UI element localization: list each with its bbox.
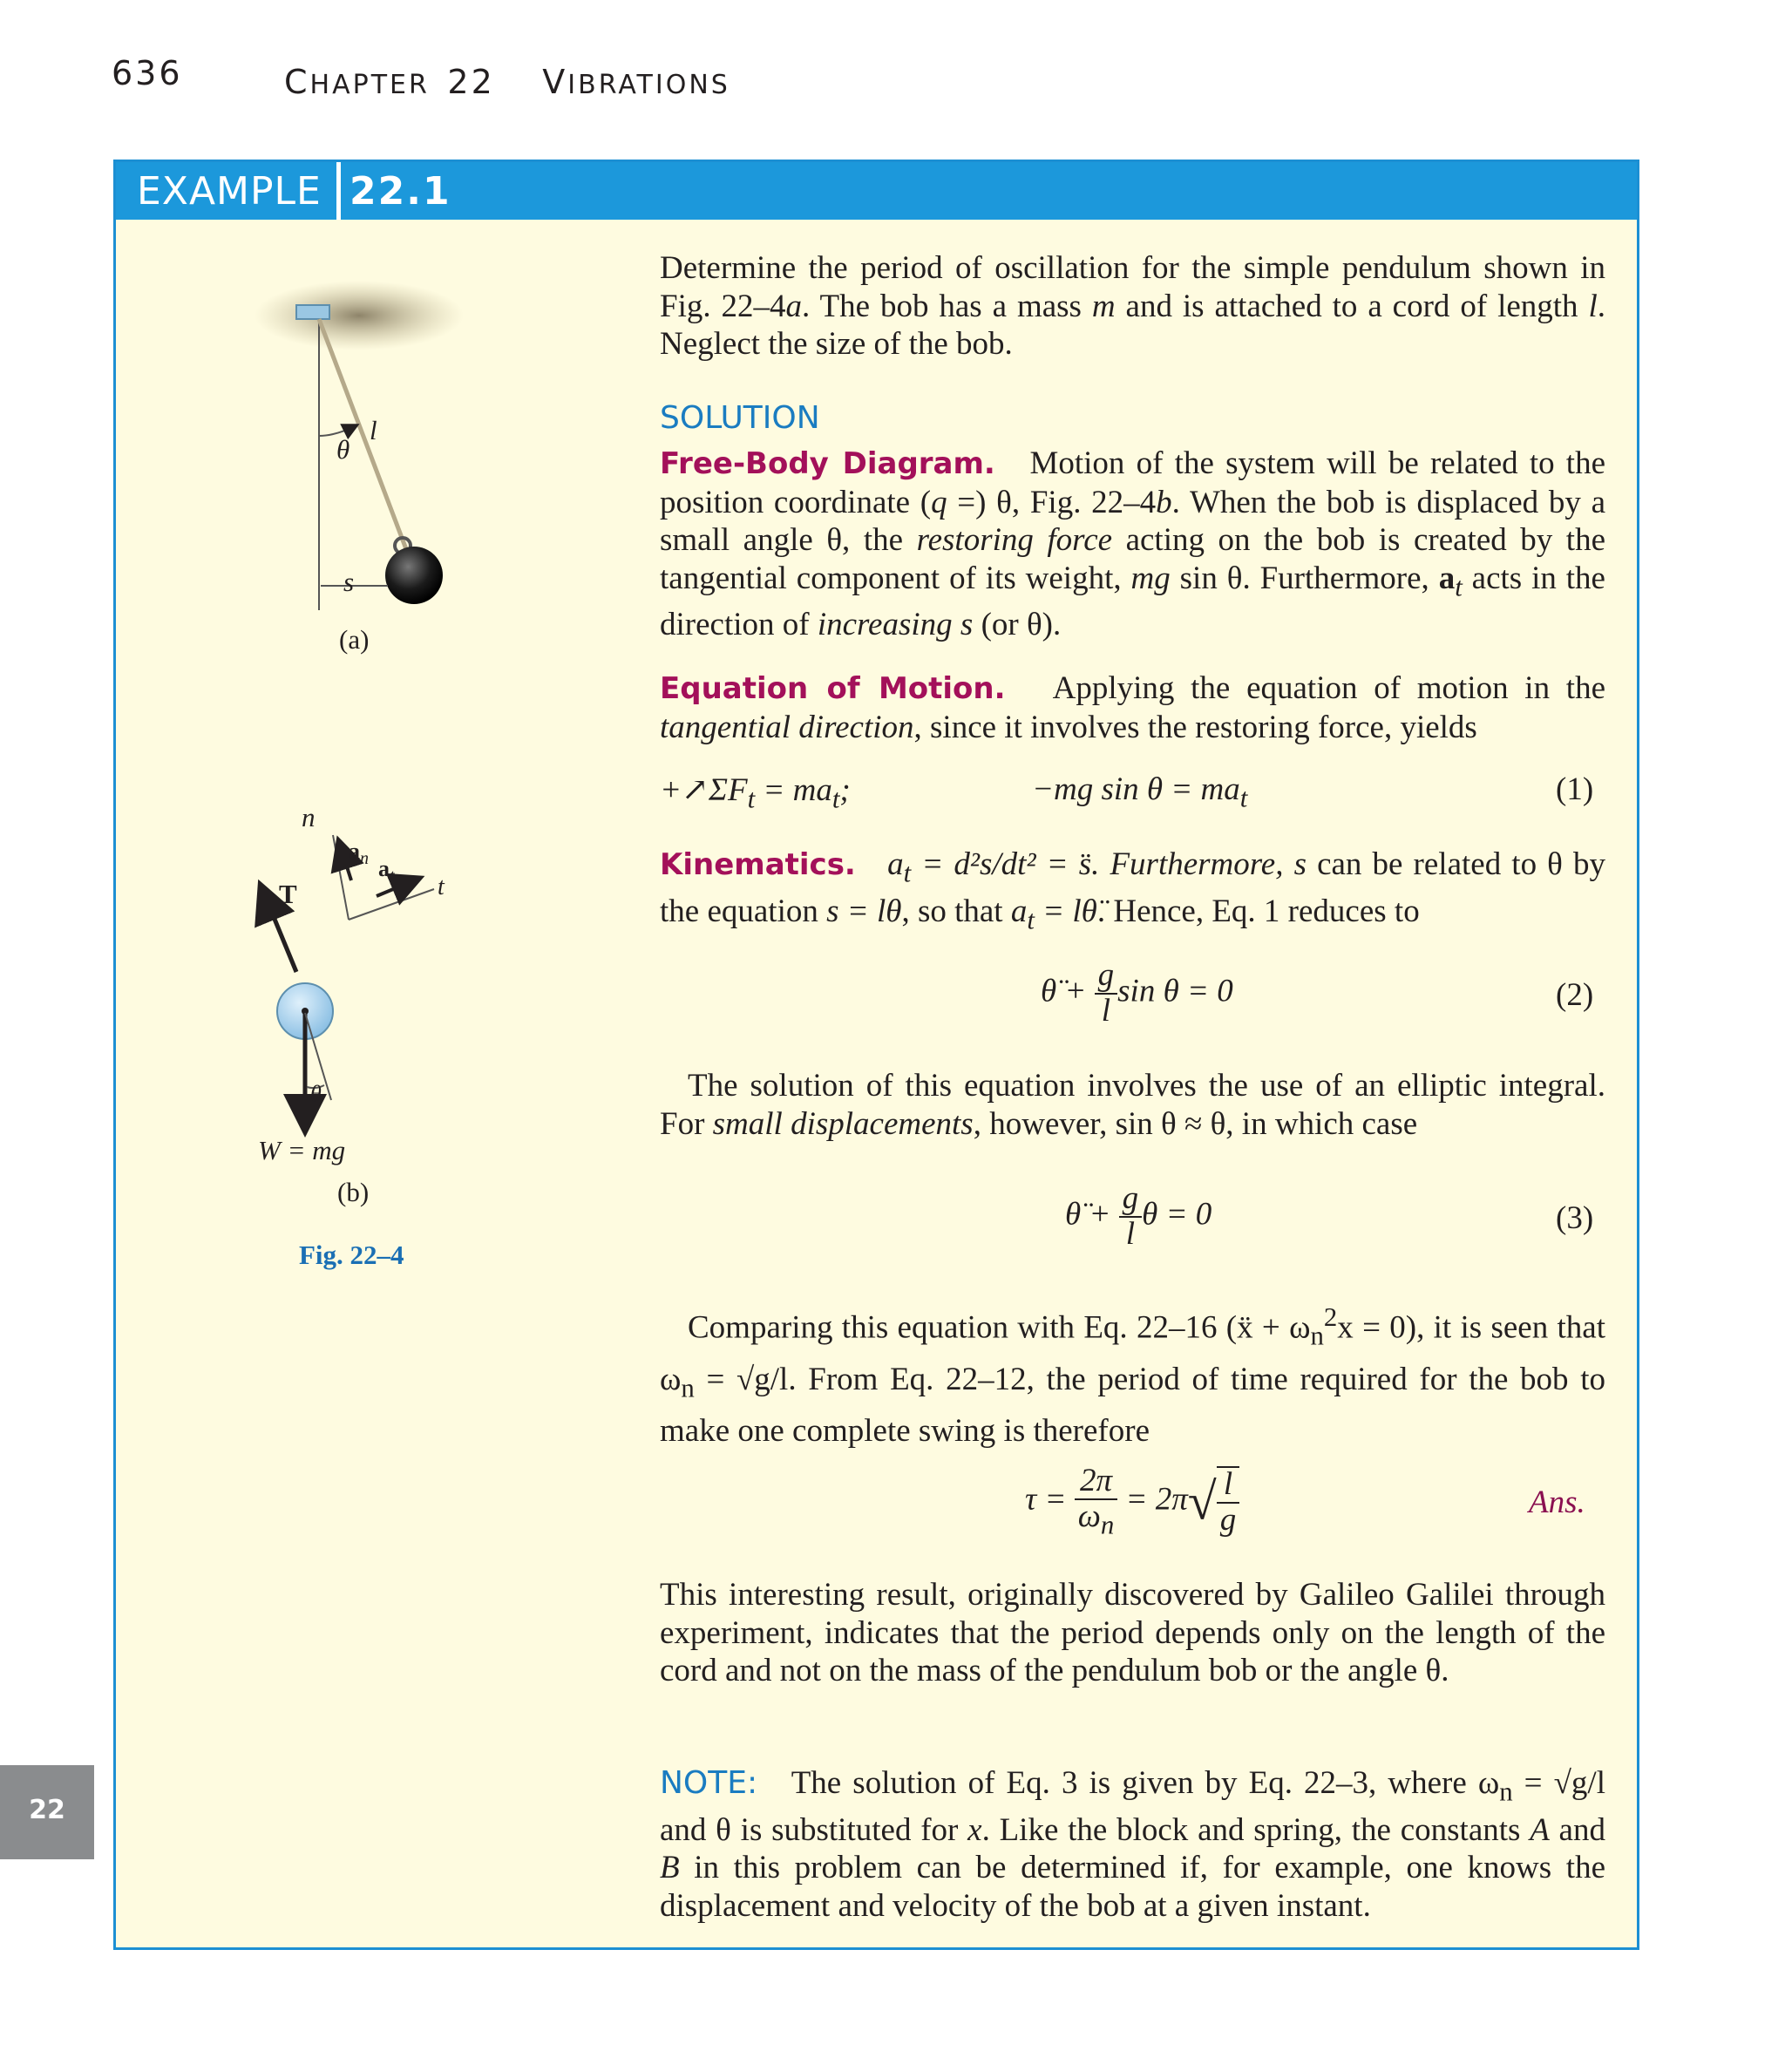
free-body-diagram-paragraph: Free-Body Diagram. Motion of the system will be related to the position coordinate (q =) θ, Fig. 22–4b. When the bob is displaced by a small angle θ, the restoring force acting on the bob is created by the tangential component of its weight, mg sin θ. Furthermore, $a_t$ acts in the direction of increasing s (or θ).	[660, 445, 1606, 643]
chapter-number: 22	[447, 63, 495, 101]
chapter-title: VIBRATIONS	[542, 63, 730, 101]
label-l: l	[370, 415, 377, 445]
equation-3: θ̈ + $\frac{g}{l}$ θ = 0	[1065, 1180, 1212, 1252]
equation-2: θ̈ + $\frac{g}{l}$ sin θ = 0	[1041, 957, 1233, 1029]
figure-caption: Fig. 22–4	[299, 1240, 404, 1270]
label-weight: W = mg	[258, 1135, 346, 1165]
label-theta-b: θ	[310, 1081, 322, 1106]
galileo-paragraph: This interesting result, originally discovered by Galileo Galilei through experiment, indicates that the period depends only on the length of the cord and not on the mass of the pendulum bob or the angle θ.	[660, 1577, 1605, 1688]
label-an: $a_n$	[349, 839, 369, 869]
square-root-sign: √	[1187, 1472, 1217, 1531]
chapter-word: CHAPTER	[284, 63, 430, 101]
equation-1-right: −mg $\sin \theta = ma_t$	[1032, 771, 1248, 813]
fbd-heading: Free-Body Diagram.	[660, 446, 995, 481]
equation-3-number: (3)	[1556, 1200, 1594, 1236]
solution-heading: SOLUTION	[660, 400, 820, 436]
figure-part-b-label: (b)	[337, 1177, 370, 1207]
example-label: EXAMPLE	[137, 169, 322, 214]
problem-statement: Determine the period of oscillation for the simple pendulum shown in Fig. 22–4a. The bob has a mass m and is attached to a cord of length l. Neglect the size of the bob.	[660, 250, 1605, 362]
ceiling-mount	[296, 305, 329, 319]
figure-part-a-label: (a)	[339, 624, 370, 655]
pendulum-bob	[385, 547, 443, 604]
chapter-side-tab	[0, 1765, 94, 1859]
label-T: T	[279, 879, 297, 909]
label-n: n	[302, 802, 316, 832]
t-axis	[349, 889, 434, 920]
ceiling-shadow	[255, 281, 464, 350]
page-number: 636	[112, 54, 183, 92]
equation-2-number: (2)	[1556, 977, 1594, 1013]
comparison-paragraph: Comparing this equation with Eq. 22–16 (ẍ + $\omega_n^2x = 0$), it is seen that $\omega_n = √g/l$. From Eq. 22–12, the period of time required for the bob to make one complete swing is therefore	[660, 1302, 1605, 1450]
equation-of-motion-paragraph: Equation of Motion. Applying the equation of motion in the tangential direction, since it involves the restoring force, yields	[660, 670, 1605, 745]
note-label: NOTE:	[660, 1765, 758, 1801]
label-theta-a: θ	[336, 434, 350, 465]
chapter-side-tab-label: 22	[29, 1795, 65, 1825]
elliptic-integral-paragraph: The solution of this equation involves the use of an elliptic integral. For small displacements, however, sin θ ≈ θ, in which case	[660, 1068, 1605, 1142]
label-at: $a_t$	[378, 856, 395, 887]
eom-heading: Equation of Motion.	[660, 671, 1006, 706]
label-s: s	[343, 567, 355, 597]
kinematics-heading: Kinematics.	[660, 847, 856, 882]
note-paragraph: NOTE: The solution of Eq. 3 is given by Eq. 22–3, where $\omega_n = √g/l$ and θ is substituted for x. Like the block and spring, the constants A and B in this problem can be determined if, for example, one knows the displacement and velocity of the bob at a given instant.	[660, 1765, 1605, 1924]
equation-1-left: $+↗\Sigma F_t = ma_t$;	[660, 772, 851, 814]
example-number: 22.1	[350, 169, 451, 214]
pendulum-figure	[0, 0, 662, 1290]
kinematics-paragraph: Kinematics. $a_t = d^2s/dt^2$ = s̈. Furthermore, s can be related to θ by the equation s = lθ, so that $a_t$ = lθ̈. Hence, Eq. 1 reduces to	[660, 846, 1605, 935]
period-equation: τ = $\frac{2\pi}{\omega_n}$ = 2π√ $\frac{l}{g}$	[1025, 1464, 1239, 1539]
answer-marker: Ans.	[1529, 1484, 1585, 1520]
label-t: t	[438, 873, 445, 900]
equation-1-number: (1)	[1556, 771, 1594, 807]
